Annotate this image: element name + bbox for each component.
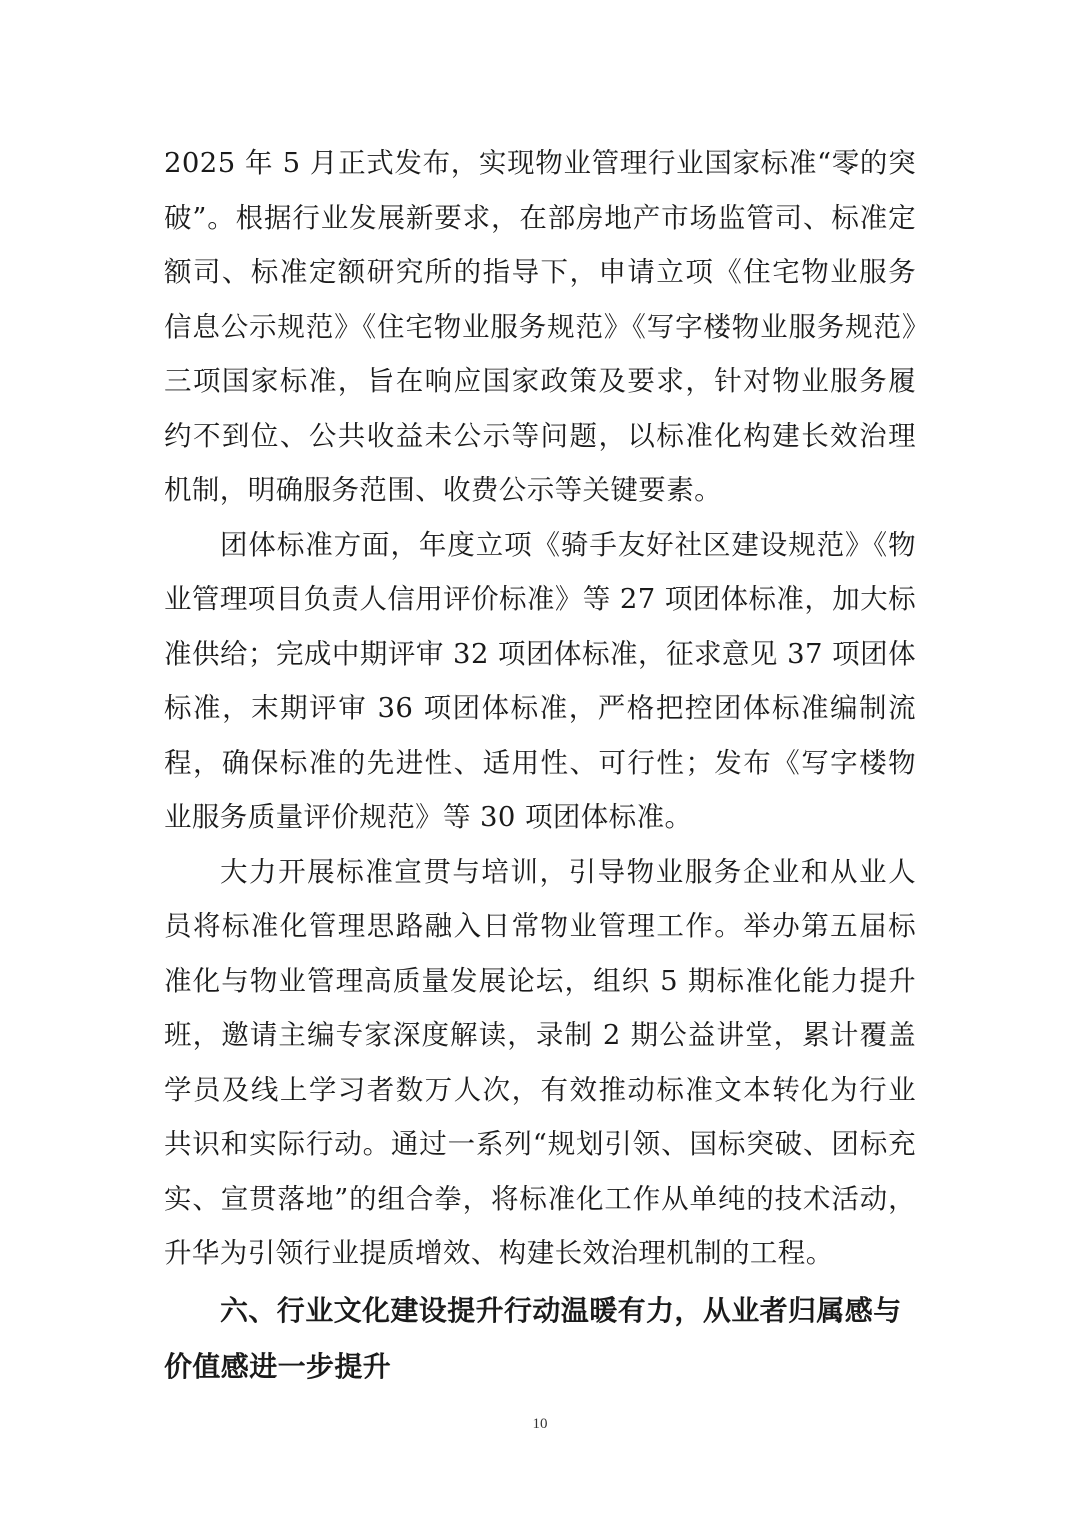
section-heading: 六、行业文化建设提升行动温暖有力，从业者归属感与价值感进一步提升 <box>164 1293 902 1383</box>
paragraph-continuation: 2025 年 5 月正式发布，实现物业管理行业国家标准“零的突破”。根据行业发展新要求，在部房地产市场监管司、标准定额司、标准定额研究所的指导下，申请立项《住宅物业服务信息公示规范》《住宅物业服务规范》《写字楼物业服务规范》三项国家标准，旨在响应国家政策及要求，针对物业服务履约不到位、公共收益未公示等问题，以标准化构建长效治理机制，明确服务范围、收费公示等关键要素。 <box>164 147 916 506</box>
page-number: 10 <box>532 1416 548 1432</box>
paragraph-standards-training: 大力开展标准宣贯与培训，引导物业服务企业和从业人员将标准化管理思路融入日常物业管理工作。举办第五届标准化与物业管理高质量发展论坛，组织 5 期标准化能力提升班，邀请主编专家深度解读，录制 2 期公益讲堂，累计覆盖学员及线上学习者数万人次，有效推动标准文本转化为行业共识和实际行动。通过一系列“规划引领、国标突破、团标充实、宣贯落地”的组合拳，将标准化工作从单纯的技术活动，升华为引领行业提质增效、构建长效治理机制的工程。 <box>164 855 916 1269</box>
page-body <box>164 136 916 1395</box>
paragraph-group-standards: 团体标准方面，年度立项《骑手友好社区建设规范》《物业管理项目负责人信用评价标准》等 27 项团体标准，加大标准供给；完成中期评审 32 项团体标准，征求意见 37 项团体标准，末期评审 36 项团体标准，严格把控团体标准编制流程，确保标准的先进性、适用性、可行性；发布《写字楼物业服务质量评价规范》等 30 项团体标准。 <box>164 528 916 833</box>
